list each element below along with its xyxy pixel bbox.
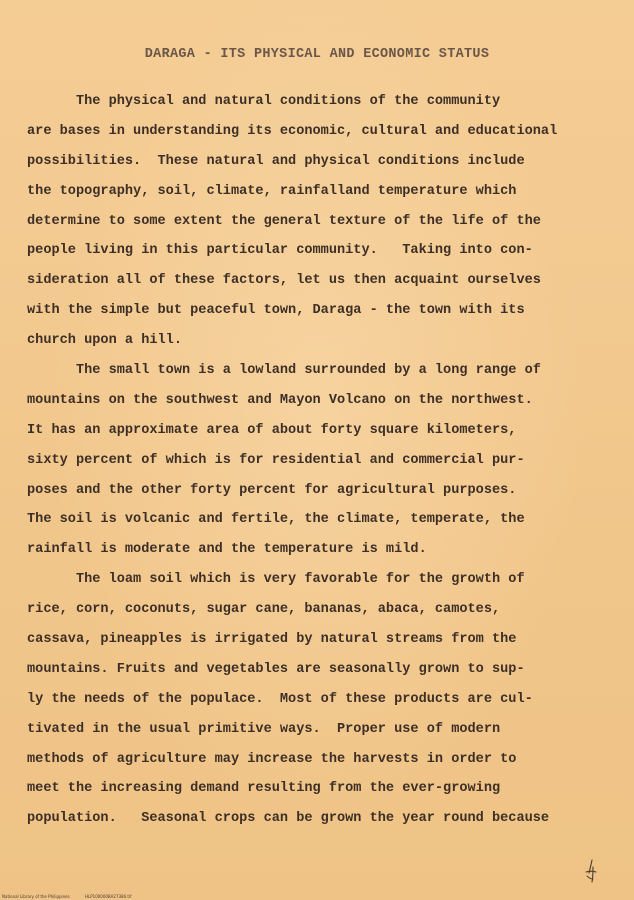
text-line: rainfall is moderate and the temperature is mild. — [27, 542, 427, 558]
text-line: with the simple but peaceful town, Daraga - the town with its — [27, 303, 525, 319]
library-name: National Library of the Philippines — [2, 894, 70, 899]
text-line: The physical and natural conditions of the community — [27, 94, 501, 109]
text-line: the topography, soil, climate, rainfalland temperature which — [27, 183, 517, 199]
text-line: mountains. Fruits and vegetables are seasonally grown to sup- — [27, 661, 525, 677]
text-line: determine to some extent the general texture of the life of the — [27, 213, 541, 229]
text-line: ly the needs of the populace. Most of these products are cul- — [27, 691, 533, 707]
text-line: sixty percent of which is for residential and commercial pur- — [27, 452, 525, 468]
text-line: people living in this particular community. Taking into con- — [27, 243, 533, 259]
text-line: methods of agriculture may increase the harvests in order to — [27, 751, 517, 767]
text-line: The soil is volcanic and fertile, the climate, temperate, the — [27, 512, 525, 528]
text-line: church upon a hill. — [27, 333, 182, 349]
document-body — [27, 92, 617, 839]
text-line: population. Seasonal crops can be grown the year round because — [27, 811, 550, 827]
text-line: poses and the other forty percent for agricultural purposes. — [27, 482, 517, 498]
text-line: are bases in understanding its economic, cultural and educational — [27, 123, 558, 139]
text-line: The small town is a lowland surrounded by a long range of — [27, 363, 541, 379]
text-line: cassava, pineapples is irrigated by natural streams from the — [27, 632, 517, 648]
file-identifier: HLP100000BA27386.tif — [85, 894, 132, 899]
text-line: possibilities. These natural and physical conditions include — [27, 153, 525, 169]
text-line: mountains on the southwest and Mayon Volcano on the northwest. — [27, 392, 533, 408]
text-line: sideration all of these factors, let us then acquaint ourselves — [27, 273, 541, 289]
text-line: meet the increasing demand resulting from the ever-growing — [27, 781, 501, 797]
handwritten-page-number — [583, 858, 599, 884]
text-line: rice, corn, coconuts, sugar cane, bananas, abaca, camotes, — [27, 602, 501, 618]
text-line: It has an approximate area of about forty square kilometers, — [27, 422, 517, 438]
page-title: DARAGA - ITS PHYSICAL AND ECONOMIC STATUS — [144, 47, 490, 62]
text-line: The loam soil which is very favorable for the growth of — [27, 572, 525, 588]
text-line: tivated in the usual primitive ways. Proper use of modern — [27, 721, 501, 737]
archive-footer — [2, 894, 145, 899]
